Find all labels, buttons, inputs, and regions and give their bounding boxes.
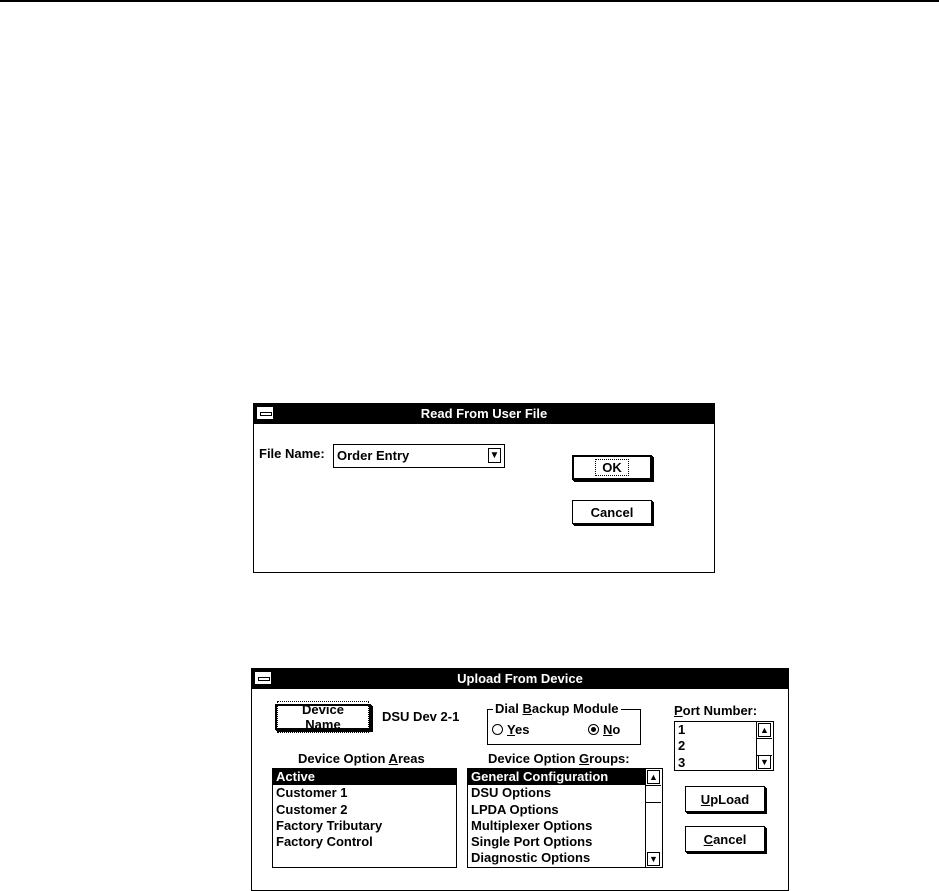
list-item[interactable]: 2	[678, 738, 686, 754]
device-option-groups-listbox[interactable]	[467, 768, 663, 868]
dial-backup-no-radio[interactable]	[588, 722, 620, 737]
system-menu-icon[interactable]	[256, 406, 274, 420]
dial-backup-yes-radio[interactable]	[492, 722, 529, 737]
radio-checked-icon	[588, 724, 599, 735]
file-name-label: File Name:	[259, 446, 325, 461]
list-item[interactable]: Factory Control	[276, 834, 373, 850]
system-menu-icon[interactable]	[254, 671, 272, 685]
list-item[interactable]: Factory Tributary	[276, 817, 383, 833]
port-scrollbar[interactable]	[756, 722, 773, 770]
ok-button[interactable]: OK	[572, 455, 652, 480]
list-item[interactable]: General Configuration	[468, 769, 662, 785]
yes-label: Yes	[507, 722, 530, 737]
read-from-user-file-dialog	[253, 403, 715, 573]
list-item[interactable]: Customer 1	[276, 785, 348, 801]
dropdown-arrow-icon[interactable]: ▼	[489, 450, 500, 461]
list-item[interactable]: Active	[273, 769, 456, 785]
no-label: No	[603, 722, 621, 737]
device-option-areas-label: Device Option Areas	[298, 751, 425, 766]
scroll-thumb[interactable]	[757, 738, 772, 756]
scroll-thumb[interactable]	[646, 785, 661, 803]
dialog-title: Read From User File	[420, 406, 548, 421]
scroll-up-icon[interactable]: ▲	[647, 770, 660, 784]
port-number-listbox[interactable]	[674, 721, 774, 771]
dial-backup-module-label: Dial Backup Module	[495, 701, 619, 716]
device-name-button[interactable]: Device Name	[275, 704, 371, 730]
upload-from-device-dialog	[251, 668, 789, 891]
device-option-areas-listbox[interactable]	[272, 768, 457, 868]
list-item[interactable]: 3	[678, 754, 686, 770]
list-item[interactable]: Customer 2	[276, 801, 348, 817]
dialog-title-bar	[254, 404, 714, 424]
dial-backup-module-group	[487, 701, 641, 745]
list-item[interactable]: LPDA Options	[471, 801, 559, 817]
scroll-down-icon[interactable]: ▼	[758, 755, 771, 769]
list-item[interactable]: Multiplexer Options	[471, 817, 593, 833]
device-name-value: DSU Dev 2-1	[382, 709, 460, 724]
dialog-title: Upload From Device	[457, 671, 583, 686]
cancel-button[interactable]: Cancel	[572, 500, 652, 524]
file-name-value: Order Entry	[337, 448, 410, 463]
scroll-down-icon[interactable]: ▼	[647, 852, 660, 866]
scroll-up-icon[interactable]: ▲	[758, 723, 771, 737]
top-rule	[0, 0, 939, 2]
file-name-combo[interactable]	[333, 444, 505, 468]
groups-scrollbar[interactable]	[645, 769, 662, 867]
device-option-groups-label: Device Option Groups:	[488, 751, 630, 766]
list-item[interactable]: Diagnostic Options	[471, 850, 591, 866]
dialog-title-bar	[252, 669, 788, 689]
upload-button[interactable]: UpLoad	[685, 786, 765, 812]
list-item[interactable]: Single Port Options	[471, 834, 593, 850]
list-item[interactable]: DSU Options	[471, 785, 552, 801]
port-number-label: Port Number:	[674, 703, 758, 718]
cancel-button[interactable]: Cancel	[685, 826, 765, 852]
list-item[interactable]: 1	[678, 722, 686, 737]
radio-unchecked-icon	[492, 724, 503, 735]
